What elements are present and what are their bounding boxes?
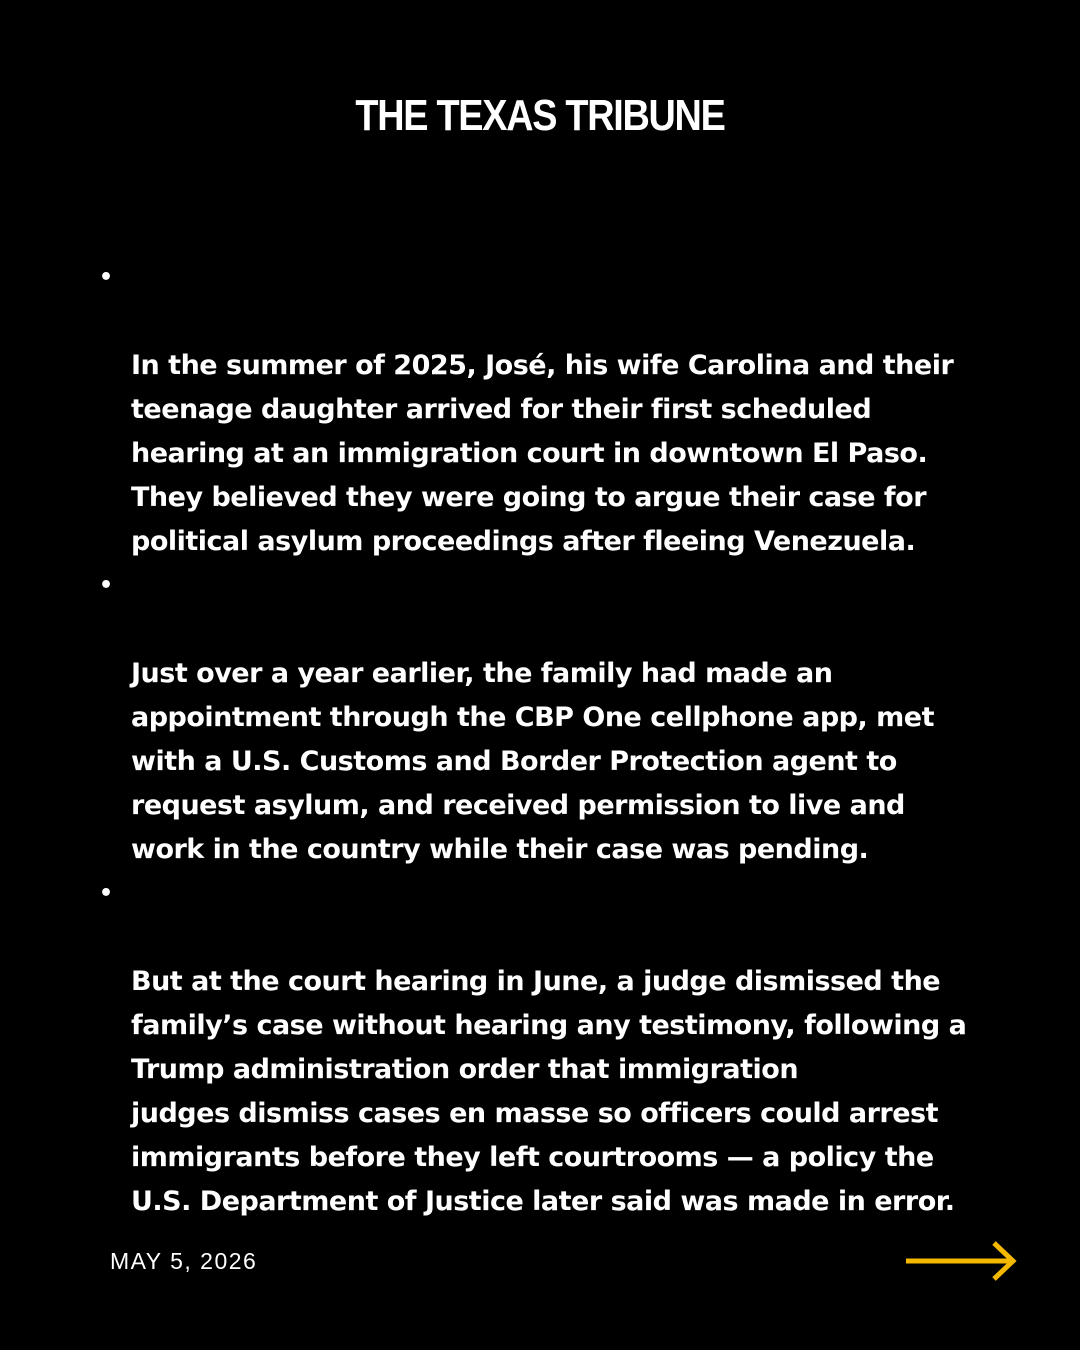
arrow-right-icon[interactable] xyxy=(906,1240,1018,1282)
bullet-item xyxy=(99,256,1011,564)
publish-date: MAY 5, 2026 xyxy=(110,1248,258,1274)
bullet-item xyxy=(99,872,1011,1224)
bullet-text: Just over a year earlier, the family had made an appointment through the CBP One cellphone app, met with a U.S. Customs and Border Protection agent to request asylum, and received permission to live and work in the country while their case was pending. xyxy=(131,658,934,865)
bullet-marker: • xyxy=(99,881,113,906)
bullet-marker: • xyxy=(99,265,113,290)
bullet-text: In the summer of 2025, José, his wife Carolina and their teenage daughter arrived for their first scheduled hearing at an immigration court in downtown El Paso. They believed they were going to argue their case for political asylum proceedings after fleeing Venezuela. xyxy=(131,350,954,557)
bullet-text: But at the court hearing in June, a judge dismissed the family’s case without hearing any testimony, following a Trump administration order that immigration judges dismiss cases en masse so officers could arrest immigrants before they left courtrooms — a policy the U.S. Department of Justice later said was made in error. xyxy=(131,966,967,1217)
bullet-marker: • xyxy=(99,573,113,598)
bullet-item xyxy=(99,564,1011,872)
masthead-logo: THE TEXAS TRIBUNE xyxy=(355,91,725,140)
